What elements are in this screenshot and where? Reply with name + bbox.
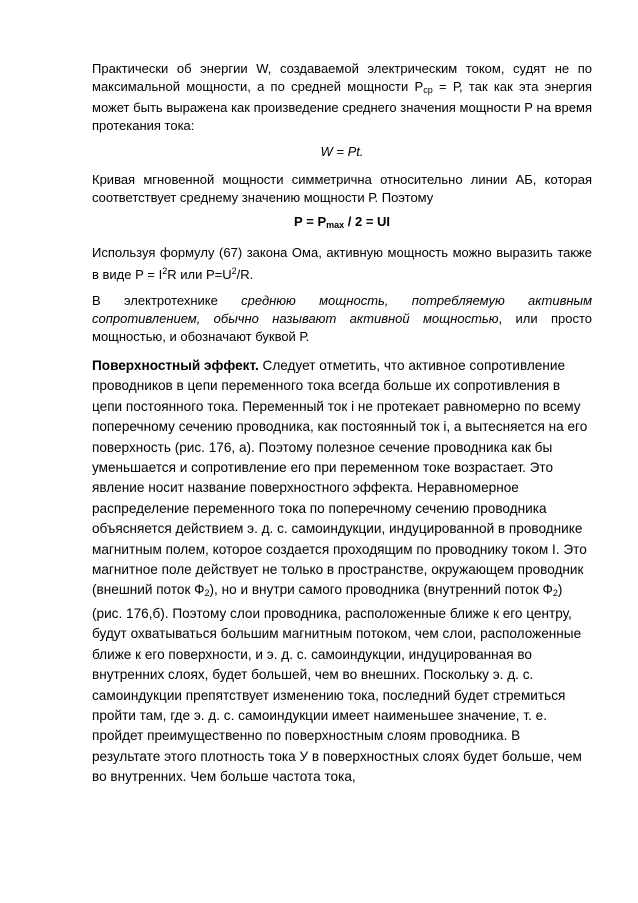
subscript: 2 — [204, 588, 210, 599]
text-run: Практически об энергии W, создаваемой электрическим током, судят не по максимальной мощности, а по средней мощности Р — [92, 61, 592, 94]
formula-energy: W = Pt. — [320, 144, 364, 159]
formula-power — [92, 213, 592, 234]
paragraph-ohm-law — [92, 244, 592, 284]
text-run: R или P=U — [167, 267, 232, 282]
text-run: В электротехнике — [92, 293, 242, 308]
section-heading: Поверхностный эффект. — [92, 358, 259, 373]
text-run: = Р, так как эта энергия может быть выражена как произведение среднего значения мощности Р на время протекания тока: — [92, 79, 593, 133]
subscript: max — [326, 220, 345, 230]
document-page — [92, 60, 592, 801]
text-run: , или просто мощностью, и обозначают буквой Р. — [92, 311, 592, 344]
paragraph-energy — [92, 60, 592, 135]
superscript: 2 — [162, 266, 168, 276]
subscript: ср — [423, 85, 433, 95]
text-run: Используя формулу (67) закона Ома, активную мощность можно выразить также в виде Р = I — [92, 245, 592, 282]
text-run: ), но и внутри самого проводника (внутренний поток Ф — [209, 582, 553, 598]
italic-text: среднюю мощность, потребляемую активным сопротивлением, обычно называют активной мощностью — [92, 293, 592, 326]
text-run: Следует отметить, что активное сопротивление проводников в цепи переменного тока всегда больше их сопротивления в цепи постоянного тока. Переменный ток i не протекает равномерно по всему поперечному сечению проводника, как постоянный ток i, а вытесняется на его поверхность (рис. 176, а). Поэтому полезное сечение проводника как бы уменьшается и сопротивление его при переменном токе возрастает. Это явление носит название поверхностного эффекта. Неравномерное распределение переменного тока по поперечному сечению проводника объясняется действием э. д. с. самоиндукции, индуцированной в проводнике магнитным полем, которое создается проходящим по проводнику током I. Это магнитное поле действует не только в пространстве, окружающем проводник (внешний поток Ф — [92, 358, 588, 598]
text-run: /R. — [236, 267, 254, 282]
section-skin-effect — [92, 356, 592, 788]
text-run: ) (рис. 176,б). Поэтому слои проводника, расположенные ближе к его центру, будут охватываться большим магнитным потоком, чем слои, расположенные ближе к его поверхности, и э. д. с. самоиндукции, индуцированная во внутренних слоях, будет большей, чем во внешних. Поскольку э. д. с. самоиндукции препятствует изменению тока, последний будет стремиться пройти там, где э. д. с. самоиндукции имеет наименьшее значение, т. е. пройдет преимущественно по поверхностным слоям проводника. В результате этого плотность тока У в поверхностных слоях будет больше, чем во внутренних. Чем больше частота тока, — [92, 582, 582, 785]
subscript: 2 — [552, 588, 558, 599]
superscript: 2 — [231, 266, 237, 276]
text-run: Р = Р — [293, 214, 327, 229]
text-run: / 2 = UI — [344, 214, 391, 229]
paragraph-active-power — [92, 292, 592, 346]
paragraph-instant-power: Кривая мгновенной мощности симметрична относительно линии АБ, которая соответствует среднему значению мощности Р. Поэтому — [92, 172, 592, 205]
